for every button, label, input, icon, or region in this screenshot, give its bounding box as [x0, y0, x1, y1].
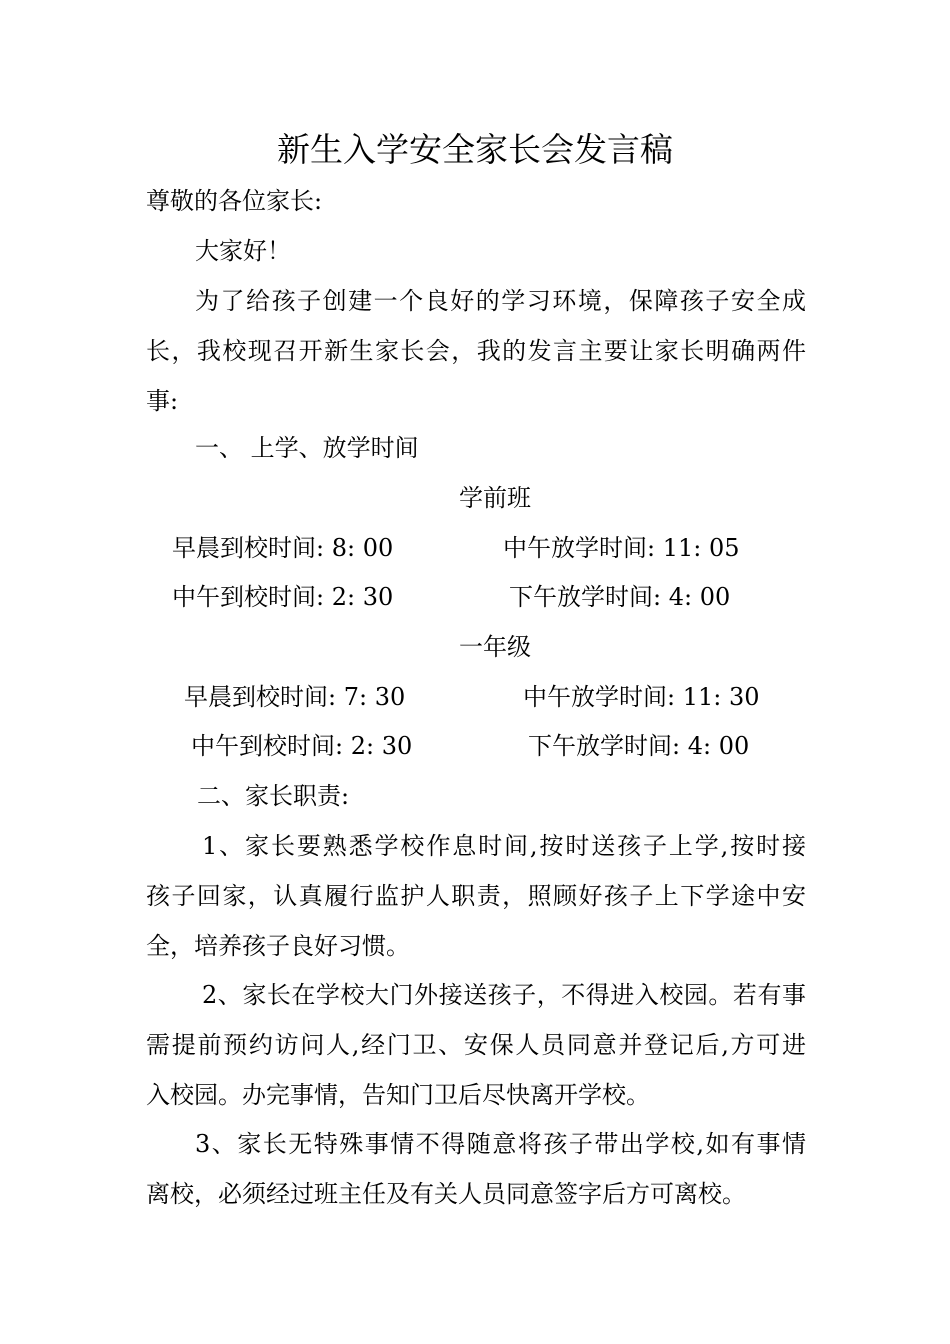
section2-heading: 二、家长职责: — [197, 782, 350, 810]
greeting: 大家好！ — [195, 237, 291, 265]
first-grade-morning-arrival: 早晨到校时间: 7: 30 — [184, 683, 406, 711]
grade-name-preschool: 学前班 — [459, 484, 531, 512]
duty-1-line-1: 1、家长要熟悉学校作息时间,按时送孩子上学,按时接 — [202, 832, 806, 860]
intro-line-2: 长，我校现召开新生家长会，我的发言主要让家长明确两件 — [146, 337, 806, 365]
duty-3-line-1: 3、家长无特殊事情不得随意将孩子带出学校,如有事情 — [195, 1130, 806, 1158]
first-grade-noon-dismissal: 中午放学时间: 11: 30 — [523, 683, 760, 711]
preschool-noon-dismissal: 中午放学时间: 11: 05 — [503, 534, 740, 562]
preschool-afternoon-dismissal: 下午放学时间: 4: 00 — [509, 583, 731, 611]
duty-2-line-3: 入校园。办完事情，告知门卫后尽快离开学校。 — [146, 1081, 650, 1109]
duty-3-line-2: 离校，必须经过班主任及有关人员同意签字后方可离校。 — [146, 1180, 746, 1208]
preschool-noon-arrival: 中午到校时间: 2: 30 — [172, 583, 394, 611]
duty-1-line-2: 孩子回家，认真履行监护人职责，照顾好孩子上下学途中安 — [146, 882, 806, 910]
intro-paragraph — [146, 276, 806, 426]
first-grade-afternoon-dismissal: 下午放学时间: 4: 00 — [528, 732, 750, 760]
duty-1-paragraph — [146, 821, 806, 971]
duty-3-paragraph — [146, 1119, 806, 1219]
duty-1-line-3: 全，培养孩子良好习惯。 — [146, 932, 410, 960]
intro-line-3: 事: — [146, 387, 179, 415]
duty-2-paragraph — [146, 970, 806, 1120]
first-grade-noon-arrival: 中午到校时间: 2: 30 — [191, 732, 413, 760]
preschool-morning-arrival: 早晨到校时间: 8: 00 — [172, 534, 394, 562]
grade-name-first-grade: 一年级 — [459, 633, 531, 661]
intro-line-1: 为了给孩子创建一个良好的学习环境，保障孩子安全成 — [195, 287, 806, 315]
salutation: 尊敬的各位家长: — [146, 187, 323, 215]
duty-2-line-1: 2、家长在学校大门外接送孩子，不得进入校园。若有事 — [202, 981, 806, 1009]
duty-2-line-2: 需提前预约访问人,经门卫、安保人员同意并登记后,方可进 — [146, 1031, 806, 1059]
document-title: 新生入学安全家长会发言稿 — [277, 130, 673, 169]
section1-heading: 一、 上学、放学时间 — [195, 434, 419, 462]
